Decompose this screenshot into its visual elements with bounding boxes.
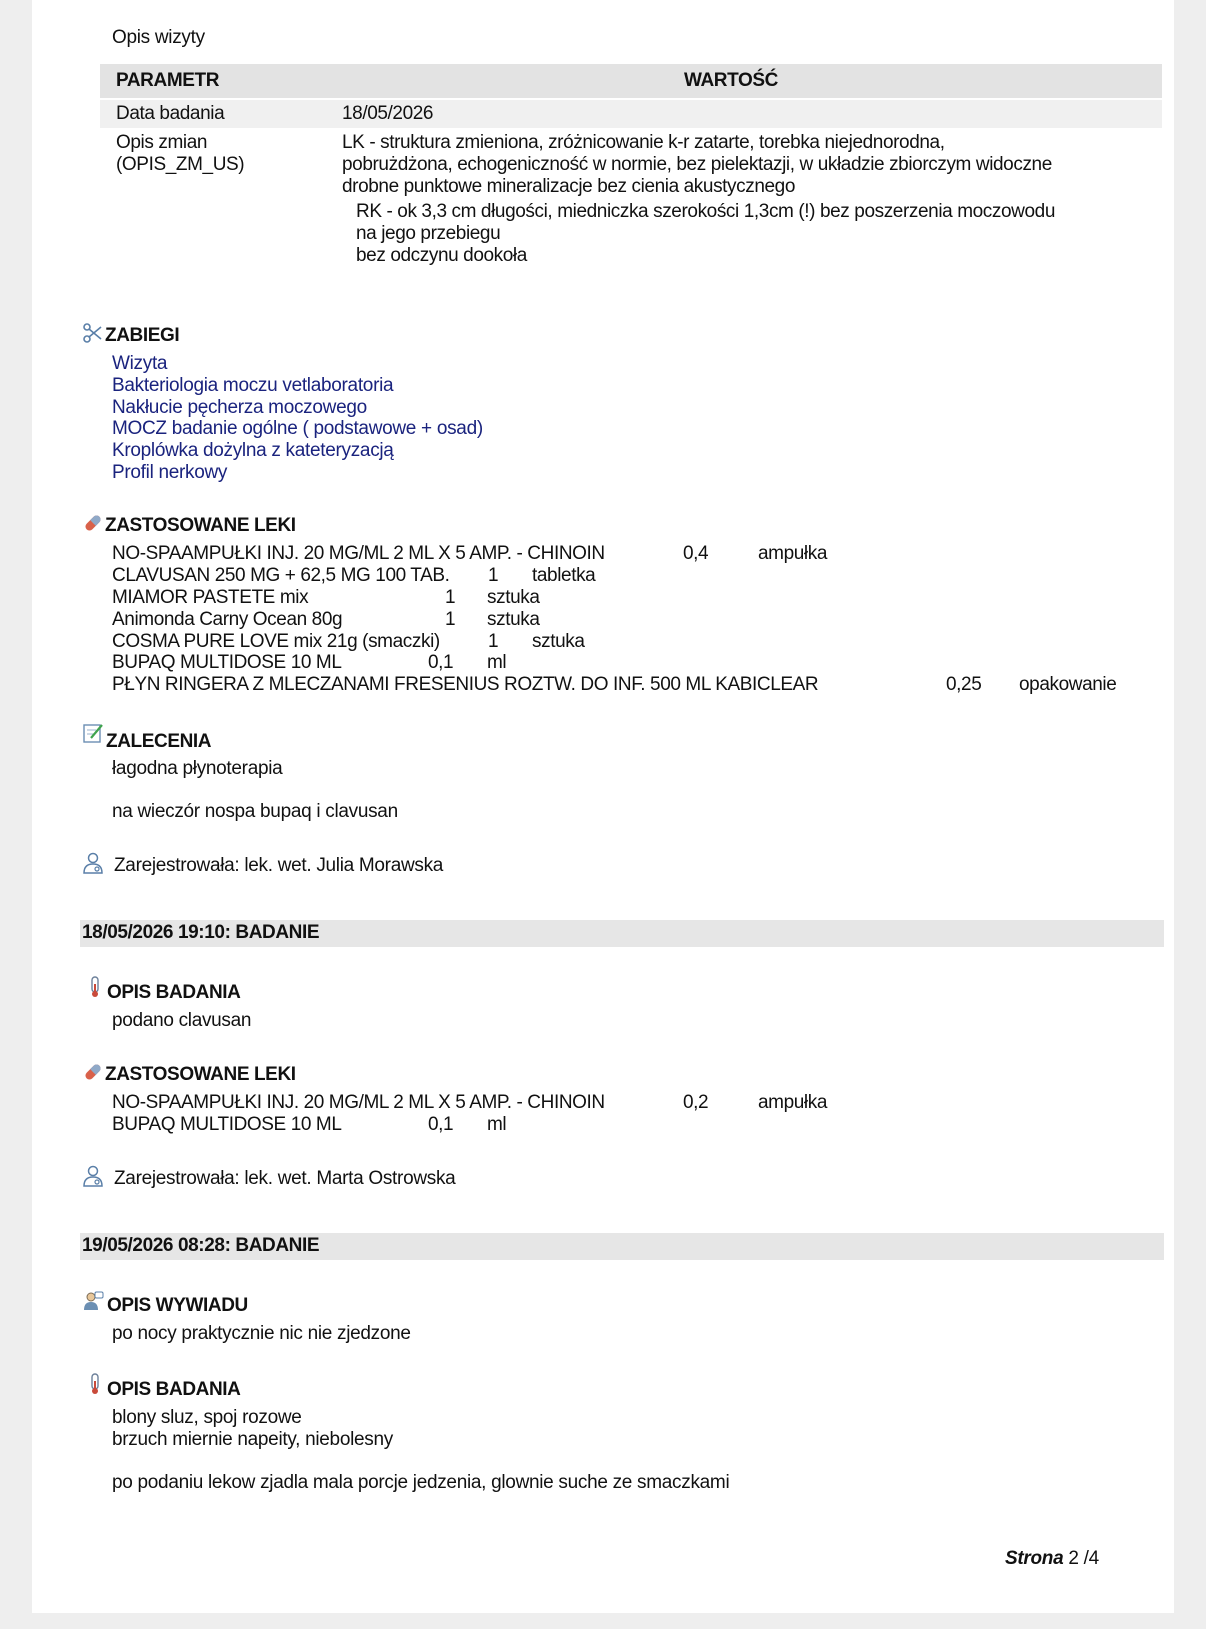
medication-qty: 1 — [488, 565, 499, 586]
registered-by: Zarejestrowała: lek. wet. Julia Morawska — [114, 855, 444, 876]
medication-unit: ampułka — [758, 1092, 828, 1113]
table-header-param: PARAMETR — [116, 70, 220, 91]
page-number — [1005, 1548, 1099, 1570]
medication-qty: 0,2 — [683, 1092, 709, 1113]
table-cell-param: Opis zmian — [116, 132, 208, 153]
procedure-link[interactable]: Wizyta — [112, 353, 168, 374]
leki-title: ZASTOSOWANE LEKI — [105, 1064, 296, 1085]
table-cell-value: drobne punktowe mineralizacje bez cienia akustycznego — [342, 176, 796, 197]
leki-title: ZASTOSOWANE LEKI — [105, 515, 296, 536]
page-total: 4 — [1088, 1548, 1099, 1569]
table-cell-param: Data badania — [116, 103, 225, 124]
medication-qty: 1 — [445, 609, 456, 630]
medication-unit: ml — [487, 1114, 507, 1135]
opis-badania-title: OPIS BADANIA — [107, 1379, 241, 1400]
recommendation-text: na wieczór nospa bupaq i clavusan — [112, 801, 398, 822]
table-cell-value: LK - struktura zmieniona, zróżnicowanie k-r zatarte, torebka niejednorodna, — [342, 132, 945, 153]
medication-unit: sztuka — [487, 587, 540, 608]
page-separator: / — [1083, 1548, 1089, 1569]
medication-name: BUPAQ MULTIDOSE 10 ML — [112, 1114, 342, 1135]
table-cell-value: pobrużdżona, echogeniczność w normie, bez pielektazji, w układzie zbiorczym widoczne — [342, 154, 1052, 175]
thermometer-icon — [84, 976, 106, 998]
table-cell-value: 18/05/2026 — [342, 103, 434, 124]
opis-badania-title: OPIS BADANIA — [107, 982, 241, 1003]
medication-unit: opakowanie — [1019, 674, 1117, 695]
zalecenia-title: ZALECENIA — [106, 731, 212, 752]
medication-qty: 0,1 — [428, 1114, 454, 1135]
procedure-link[interactable]: Bakteriologia moczu vetlaboratoria — [112, 375, 394, 396]
table-cell-value: na jego przebiegu — [356, 223, 501, 244]
medication-name: CLAVUSAN 250 MG + 62,5 MG 100 TAB. — [112, 565, 450, 586]
table-cell-param: (OPIS_ZM_US) — [116, 154, 245, 175]
interview-description: po nocy praktycznie nic nie zjedzone — [112, 1323, 411, 1344]
procedure-link[interactable]: Profil nerkowy — [112, 462, 228, 483]
medication-unit: tabletka — [532, 565, 596, 586]
medication-name: Animonda Carny Ocean 80g — [112, 609, 343, 630]
pill-icon — [82, 1061, 104, 1083]
table-header-row — [100, 64, 1162, 98]
exam-description: blony sluz, spoj rozowe — [112, 1407, 302, 1428]
exam-description: brzuch miernie napeity, niebolesny — [112, 1429, 393, 1450]
medication-name: BUPAQ MULTIDOSE 10 ML — [112, 652, 342, 673]
interview-icon — [82, 1290, 104, 1312]
scissors-icon — [82, 322, 104, 344]
page-current: 2 — [1068, 1548, 1079, 1569]
table-cell-value: bez odczynu dookoła — [356, 245, 527, 266]
medication-name: COSMA PURE LOVE mix 21g (smaczki) — [112, 631, 440, 652]
procedure-link[interactable]: Nakłucie pęcherza moczowego — [112, 397, 367, 418]
medication-qty: 0,25 — [946, 674, 982, 695]
table-cell-value: RK - ok 3,3 cm długości, miedniczka szerokości 1,3cm (!) bez poszerzenia moczowodu — [356, 201, 1055, 222]
pill-icon — [82, 512, 104, 534]
exam-description: po podaniu lekow zjadla mala porcje jedzenia, glownie suche ze smaczkami — [112, 1472, 730, 1493]
doctor-icon — [82, 852, 104, 874]
procedure-link[interactable]: Kroplówka dożylna z kateteryzacją — [112, 440, 394, 461]
recommendation-text: łagodna płynoterapia — [112, 758, 283, 779]
medication-name: PŁYN RINGERA Z MLECZANAMI FRESENIUS ROZTW. DO INF. 500 ML KABICLEAR — [112, 674, 819, 695]
medication-name: NO-SPAAMPUŁKI INJ. 20 MG/ML 2 ML X 5 AMP. - CHINOIN — [112, 543, 605, 564]
document-page — [32, 0, 1174, 1613]
medication-unit: ampułka — [758, 543, 828, 564]
medication-unit: sztuka — [487, 609, 540, 630]
opis-wywiadu-title: OPIS WYWIADU — [107, 1295, 248, 1316]
medication-qty: 1 — [445, 587, 456, 608]
medication-qty: 1 — [488, 631, 499, 652]
medication-name: NO-SPAAMPUŁKI INJ. 20 MG/ML 2 ML X 5 AMP. - CHINOIN — [112, 1092, 605, 1113]
zabiegi-title: ZABIEGI — [105, 325, 180, 346]
registered-by: Zarejestrowała: lek. wet. Marta Ostrowska — [114, 1168, 456, 1189]
exam-header: 18/05/2026 19:10: BADANIE — [82, 922, 320, 943]
medication-qty: 0,1 — [428, 652, 454, 673]
visit-description-title: Opis wizyty — [112, 27, 205, 48]
exam-header: 19/05/2026 08:28: BADANIE — [82, 1235, 320, 1256]
exam-description: podano clavusan — [112, 1010, 252, 1031]
table-header-value: WARTOŚĆ — [684, 70, 778, 91]
page-label: Strona — [1005, 1548, 1064, 1569]
procedure-link[interactable]: MOCZ badanie ogólne ( podstawowe + osad) — [112, 418, 483, 439]
medication-unit: sztuka — [532, 631, 585, 652]
table-row-shade — [100, 100, 1162, 128]
medication-qty: 0,4 — [683, 543, 709, 564]
doctor-icon — [82, 1165, 104, 1187]
medication-name: MIAMOR PASTETE mix — [112, 587, 309, 608]
thermometer-icon — [84, 1373, 106, 1395]
edit-note-icon — [82, 722, 104, 744]
medication-unit: ml — [487, 652, 507, 673]
